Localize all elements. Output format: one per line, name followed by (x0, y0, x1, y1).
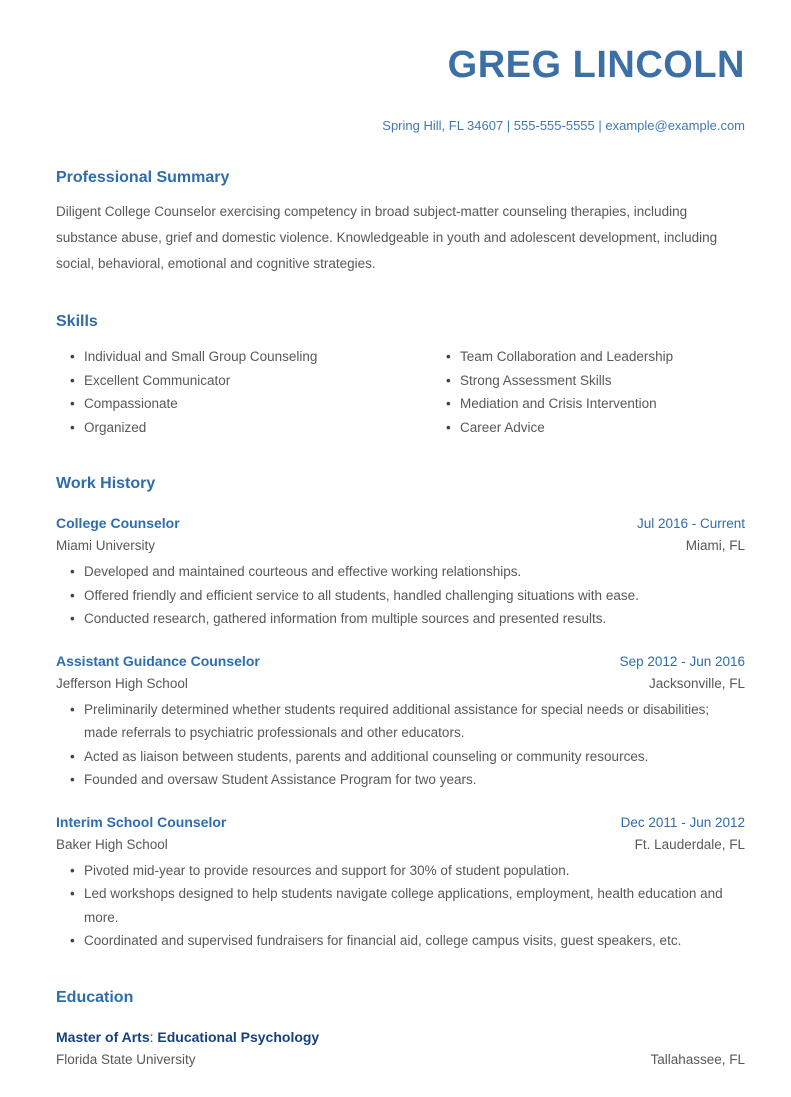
job-location: Miami, FL (685, 538, 745, 553)
section-heading-skills: Skills (56, 313, 98, 330)
section-heading-professional-summary: Professional Summary (56, 169, 230, 186)
skill-item: • Strong Assessment Skills (446, 369, 745, 393)
skill-item: • Individual and Small Group Counseling (70, 345, 432, 369)
job-employer: Baker High School (56, 836, 168, 852)
job-dates: Sep 2012 - Jun 2016 (619, 653, 745, 669)
job-location: Ft. Lauderdale, FL (634, 836, 745, 852)
job-employer: Miami University (56, 538, 156, 553)
job-bullet-list (56, 560, 745, 631)
skill-item: • Team Collaboration and Leadership (446, 345, 745, 369)
candidate-name: GREG LINCOLN (447, 44, 745, 86)
section-heading-education: Education (56, 988, 134, 1006)
job-header (56, 653, 745, 669)
job-subheader (56, 676, 745, 691)
school-name: Florida State University (56, 1051, 196, 1067)
degree-field: Educational Psychology (157, 1028, 320, 1045)
skill-item: • Organized (70, 416, 432, 440)
job-subheader (56, 837, 745, 852)
degree-line (56, 1029, 745, 1045)
job-bullet-list (56, 859, 745, 953)
job-bullet: • Preliminarily determined whether students required additional assistance for special needs or disabilities; made referrals to psychiatric professionals and other educators. (70, 698, 745, 745)
skill-item: • Compassionate (70, 392, 432, 416)
job-dates: Dec 2011 - Jun 2012 (620, 814, 745, 830)
skills-columns (56, 345, 745, 439)
job-title: Assistant Guidance Counselor (56, 652, 260, 669)
degree-separator: : (149, 1028, 158, 1045)
skill-item: • Career Advice (446, 416, 745, 440)
job-title: College Counselor (56, 515, 180, 531)
skills-column-1 (56, 345, 432, 439)
job-bullet: • Developed and maintained courteous and effective working relationships. (70, 560, 745, 584)
job-bullet: • Conducted research, gathered information from multiple sources and presented results. (70, 607, 745, 631)
professional-summary-text: Diligent College Counselor exercising competency in broad subject-matter counseling therapies, including substance abuse, grief and domestic violence. Knowledgeable in youth and adolescent development, including social, behavioral, emotional and cognitive strategies. (56, 204, 718, 271)
job-location: Jacksonville, FL (648, 675, 745, 691)
job-header (56, 515, 745, 531)
skill-item: • Mediation and Crisis Intervention (446, 392, 745, 416)
job-subheader (56, 538, 745, 553)
job-bullet: • Led workshops designed to help students navigate college applications, employment, health education and more. (70, 882, 745, 929)
job-entry (56, 814, 745, 953)
skill-item: • Excellent Communicator (70, 369, 432, 393)
job-dates: Jul 2016 - Current (636, 516, 745, 531)
job-bullet: • Acted as liaison between students, parents and additional counseling or community resources. (70, 745, 745, 769)
contact-line: Spring Hill, FL 34607 | 555-555-5555 | example@example.com (382, 118, 745, 133)
degree-name: Master of Arts (56, 1028, 150, 1045)
job-header (56, 814, 745, 830)
job-bullet: • Coordinated and supervised fundraisers for financial aid, college campus visits, guest speakers, etc. (70, 929, 745, 953)
job-employer: Jefferson High School (56, 675, 188, 691)
job-entry (56, 515, 745, 631)
school-location: Tallahassee, FL (650, 1051, 745, 1067)
job-bullet: • Pivoted mid-year to provide resources and support for 30% of student population. (70, 859, 745, 883)
section-heading-work-history: Work History (56, 475, 156, 492)
education-subheader (56, 1052, 745, 1067)
skills-column-2 (432, 345, 745, 439)
job-bullet-list (56, 698, 745, 792)
job-title: Interim School Counselor (56, 813, 227, 830)
job-entry (56, 653, 745, 792)
job-bullet: • Offered friendly and efficient service to all students, handled challenging situations with ease. (70, 584, 745, 608)
job-bullet: • Founded and oversaw Student Assistance Program for two years. (70, 768, 745, 792)
